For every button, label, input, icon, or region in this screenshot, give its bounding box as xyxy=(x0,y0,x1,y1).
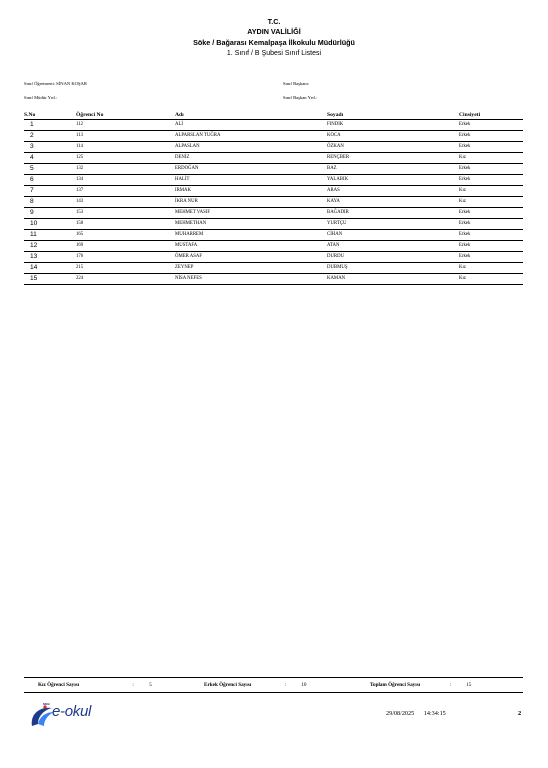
cell-student-no: 224 xyxy=(76,273,175,284)
cell-gender: Erkek xyxy=(459,141,523,152)
stat-total-label: Toplam Öğrenci Sayısı xyxy=(370,682,421,688)
column-header-last-name: Soyadı xyxy=(327,111,459,119)
logo-meb-text: MEB xyxy=(43,702,50,706)
cell-last-name: FINDIK xyxy=(327,119,459,130)
cell-student-no: 158 xyxy=(76,218,175,229)
cell-gender: Erkek xyxy=(459,207,523,218)
cell-last-name: KAMAN xyxy=(327,273,459,284)
cell-sno: 9 xyxy=(24,207,76,218)
cell-student-no: 113 xyxy=(76,130,175,141)
table-body xyxy=(24,119,523,284)
table-row xyxy=(24,185,523,196)
cell-student-no: 165 xyxy=(76,229,175,240)
page-number: 2 xyxy=(518,710,522,717)
cell-sno: 2 xyxy=(24,130,76,141)
cell-gender: Kız xyxy=(459,196,523,207)
info-president xyxy=(283,81,309,86)
cell-sno: 11 xyxy=(24,229,76,240)
table-row xyxy=(24,141,523,152)
cell-gender: Erkek xyxy=(459,229,523,240)
stat-boys-label: Erkek Öğrenci Sayısı xyxy=(204,682,252,688)
cell-first-name: ERDOĞAN xyxy=(175,163,327,174)
cell-student-no: 125 xyxy=(76,152,175,163)
stats-bottom-divider xyxy=(24,692,523,693)
cell-first-name: IRMAK xyxy=(175,185,327,196)
cell-last-name: KOCA xyxy=(327,130,459,141)
cell-first-name: MUSTAFA xyxy=(175,240,327,251)
cell-gender: Kız xyxy=(459,273,523,284)
cell-gender: Erkek xyxy=(459,119,523,130)
cell-student-no: 112 xyxy=(76,119,175,130)
cell-last-name: ÖZKAN xyxy=(327,141,459,152)
table-row xyxy=(24,251,523,262)
cell-student-no: 114 xyxy=(76,141,175,152)
header-line-tc: T.C. xyxy=(267,17,281,26)
cell-sno: 4 xyxy=(24,152,76,163)
table-row xyxy=(24,229,523,240)
cell-first-name: ALPASLAN xyxy=(175,141,327,152)
info-teacher xyxy=(24,81,87,86)
cell-gender: Erkek xyxy=(459,218,523,229)
cell-last-name: YALABIK xyxy=(327,174,459,185)
info-teacher-label: Sınıf Öğretmeni : xyxy=(24,81,56,86)
table-header-row xyxy=(24,111,523,119)
cell-first-name: ÖMER ASAF xyxy=(175,251,327,262)
table-row xyxy=(24,163,523,174)
table-row xyxy=(24,207,523,218)
stat-girls: Kız Öğrenci Sayısı : 5 xyxy=(38,682,152,688)
cell-student-no: 176 xyxy=(76,251,175,262)
cell-student-no: 132 xyxy=(76,163,175,174)
table-row xyxy=(24,240,523,251)
table-row xyxy=(24,196,523,207)
cell-gender: Erkek xyxy=(459,240,523,251)
cell-first-name: MEHMETHAN xyxy=(175,218,327,229)
cell-sno: 3 xyxy=(24,141,76,152)
table-row xyxy=(24,273,523,284)
cell-gender: Erkek xyxy=(459,163,523,174)
table-row xyxy=(24,119,523,130)
cell-sno: 13 xyxy=(24,251,76,262)
cell-first-name: HALİT xyxy=(175,174,327,185)
column-header-student-no: Öğrenci No xyxy=(76,111,175,119)
info-vice-president xyxy=(283,95,317,100)
cell-last-name: YURTÇU xyxy=(327,218,459,229)
cell-last-name: DURDU xyxy=(327,251,459,262)
cell-last-name: KAYA xyxy=(327,196,459,207)
cell-first-name: ALİ xyxy=(175,119,327,130)
column-header-sno: S.No xyxy=(24,111,76,119)
cell-first-name: MEHMET VASIF xyxy=(175,207,327,218)
cell-sno: 1 xyxy=(24,119,76,130)
cell-student-no: 215 xyxy=(76,262,175,273)
cell-gender: Kız xyxy=(459,152,523,163)
cell-last-name: BAZ xyxy=(327,163,459,174)
cell-sno: 10 xyxy=(24,218,76,229)
info-teacher-value: SİNAN KOŞAR xyxy=(56,81,87,86)
cell-gender: Kız xyxy=(459,185,523,196)
cell-first-name: ZEYNEP xyxy=(175,262,327,273)
cell-last-name: CİHAN xyxy=(327,229,459,240)
header-line-governorship: AYDIN VALİLİĞİ xyxy=(247,27,301,36)
header-line-class: 1. Sınıf / B Şubesi Sınıf Listesi xyxy=(226,50,322,57)
cell-sno: 6 xyxy=(24,174,76,185)
column-header-gender: Cinsiyeti xyxy=(459,111,523,119)
table-row xyxy=(24,262,523,273)
stat-girls-value: 5 xyxy=(149,682,152,688)
logo-text: e-okul xyxy=(52,703,92,720)
cell-sno: 5 xyxy=(24,163,76,174)
print-date: 29/08/2025 xyxy=(386,710,415,717)
stat-girls-label: Kız Öğrenci Sayısı xyxy=(38,682,80,688)
print-datetime xyxy=(386,710,446,717)
table-row xyxy=(24,174,523,185)
cell-sno: 15 xyxy=(24,273,76,284)
column-header-first-name: Adı xyxy=(175,111,327,119)
cell-sno: 8 xyxy=(24,196,76,207)
cell-student-no: 137 xyxy=(76,185,175,196)
stat-total-value: 15 xyxy=(466,682,472,688)
info-vice-president-label: Sınıf Başkan Yrd. : xyxy=(283,95,317,100)
cell-gender: Erkek xyxy=(459,174,523,185)
stat-boys: Erkek Öğrenci Sayısı : 10 xyxy=(204,682,307,688)
cell-sno: 14 xyxy=(24,262,76,273)
cell-student-no: 153 xyxy=(76,207,175,218)
cell-first-name: MUHARREM xyxy=(175,229,327,240)
info-vice-principal xyxy=(24,95,57,100)
table-row xyxy=(24,218,523,229)
cell-first-name: DENİZ xyxy=(175,152,327,163)
info-president-label: Sınıf Başkanı : xyxy=(283,81,309,86)
student-list-table xyxy=(24,111,523,285)
print-time: 14:34:15 xyxy=(423,710,446,717)
cell-gender: Erkek xyxy=(459,251,523,262)
header-line-school: Söke / Bağarası Kemalpaşa İlkokulu Müdürlüğü xyxy=(193,38,355,47)
table-row xyxy=(24,130,523,141)
cell-gender: Kız xyxy=(459,262,523,273)
table-row xyxy=(24,152,523,163)
cell-last-name: ARAS xyxy=(327,185,459,196)
cell-gender: Erkek xyxy=(459,130,523,141)
cell-sno: 12 xyxy=(24,240,76,251)
cell-sno: 7 xyxy=(24,185,76,196)
cell-last-name: RENÇBER xyxy=(327,152,459,163)
cell-student-no: 143 xyxy=(76,196,175,207)
cell-last-name: BAĞADIR xyxy=(327,207,459,218)
cell-first-name: İKRA NUR xyxy=(175,196,327,207)
stats-top-divider xyxy=(24,677,523,678)
cell-first-name: ALPARSLAN TUĞRA xyxy=(175,130,327,141)
cell-last-name: DUBMUŞ xyxy=(327,262,459,273)
cell-first-name: NİSA NEFES xyxy=(175,273,327,284)
cell-student-no: 169 xyxy=(76,240,175,251)
stat-boys-value: 10 xyxy=(301,682,307,688)
cell-last-name: ATAN xyxy=(327,240,459,251)
cell-student-no: 134 xyxy=(76,174,175,185)
stat-total: Toplam Öğrenci Sayısı : 15 xyxy=(370,682,472,688)
info-vice-principal-label: Sınıf Müdür Yrd. : xyxy=(24,95,57,100)
